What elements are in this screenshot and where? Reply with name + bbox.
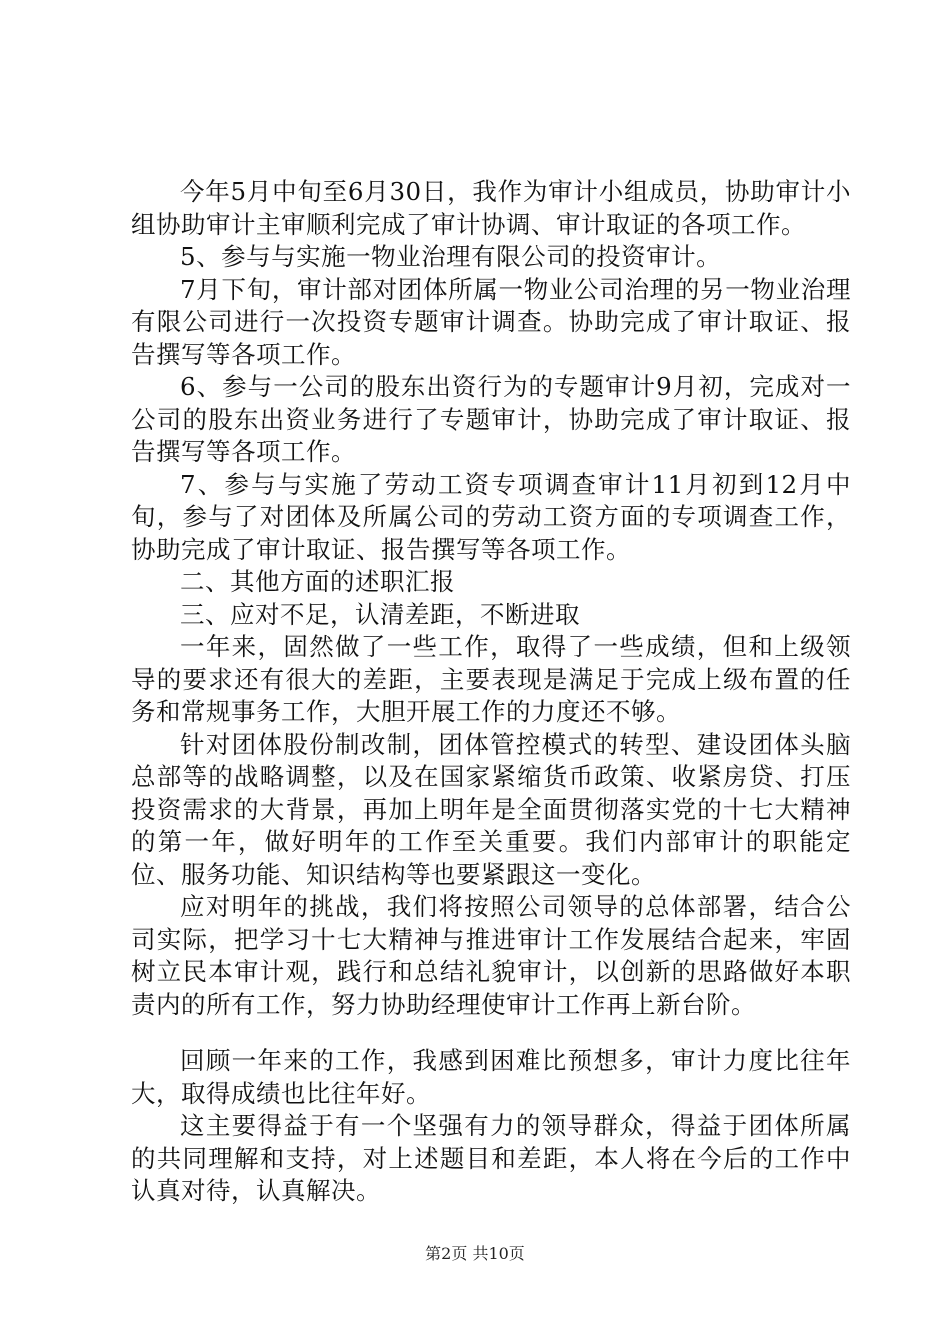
document-body	[131, 176, 851, 1208]
section-heading: 三、应对不足，认清差距，不断进取	[180, 599, 580, 629]
paragraph: 针对团体股份制改制，团体管控模式的转型、建设团体头脑总部等的战略调整，以及在国家紧缩货币政策、收紧房贷、打压投资需求的大背景，再加上明年是全面贯彻落实党的十七大精神的第一年，做好明年的工作至关重要。我们内部审计的职能定位、服务功能、知识结构等也要紧跟这一变化。	[131, 729, 851, 889]
paragraph: 应对明年的挑战，我们将按照公司领导的总体部署，结合公司实际，把学习十七大精神与推进审计工作发展结合起来，牢固树立民本审计观，践行和总结礼貌审计，以创新的思路做好本职责内的所有工作，努力协助经理使审计工作再上新台阶。	[131, 892, 851, 1019]
page-footer: 第2页 共10页	[425, 1244, 525, 1263]
paragraph: 7、参与与实施了劳动工资专项调查审计11月初到12月中旬，参与了对团体及所属公司的劳动工资方面的专项调查工作，协助完成了审计取证、报告撰写等各项工作。	[131, 469, 851, 564]
paragraph: 今年5月中旬至6月30日，我作为审计小组成员，协助审计小组协助审计主审顺利完成了审计协调、审计取证的各项工作。	[131, 177, 851, 239]
section-heading: 二、其他方面的述职汇报	[180, 567, 455, 596]
paragraph-spacer	[131, 1021, 851, 1045]
paragraph: 5、参与与实施一物业治理有限公司的投资审计。	[180, 242, 722, 271]
paragraph: 6、参与一公司的股东出资行为的专题审计9月初，完成对一公司的股东出资业务进行了专题审计，协助完成了审计取证、报告撰写等各项工作。	[131, 372, 851, 466]
paragraph: 回顾一年来的工作，我感到困难比预想多，审计力度比往年大，取得成绩也比往年好。	[131, 1046, 851, 1108]
paragraph: 7月下旬，审计部对团体所属一物业公司治理的另一物业治理有限公司进行一次投资专题审计调查。协助完成了审计取证、报告撰写等各项工作。	[131, 274, 851, 369]
paragraph: 这主要得益于有一个坚强有力的领导群众，得益于团体所属的共同理解和支持，对上述题目和差距，本人将在今后的工作中认真对待，认真解决。	[131, 1111, 851, 1205]
paragraph: 一年来，固然做了一些工作，取得了一些成绩，但和上级领导的要求还有很大的差距，主要表现是满足于完成上级布置的任务和常规事务工作，大胆开展工作的力度还不够。	[131, 632, 851, 726]
